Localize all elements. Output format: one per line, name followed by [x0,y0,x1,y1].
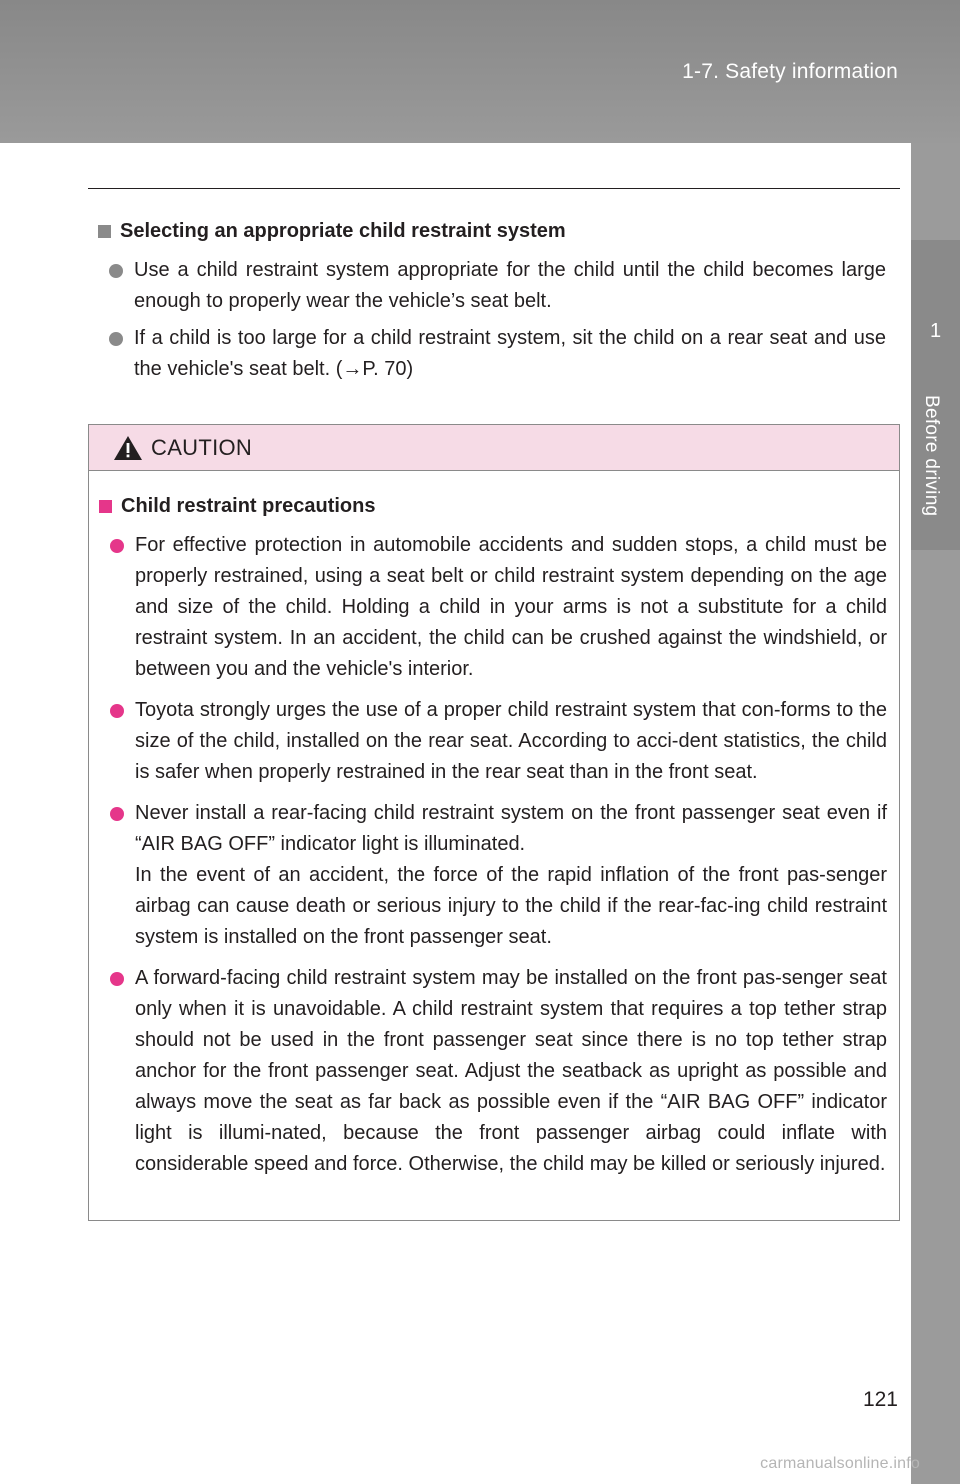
chapter-number: 1 [929,320,942,342]
list-item: A forward-facing child restraint system may be installed on the front pas-senger seat only when it is unavoidable. A child restraint system that requires a top tether strap should not be used in the front passenger seat since there is no top tether strap anchor for the front passenger seat. Adjust the seatback as upright as possible and always move the seat as far back as possible even if the “AIR BAG OFF” indicator light is illumi-nated, because the front passenger airbag could inflate with considerable speed and force. Otherwise, the child may be killed or seriously injured. [97,963,887,1180]
watermark: carmanualsonline.info [760,1455,920,1472]
circle-bullet-icon [110,704,124,718]
list-item: Use a child restraint system appropriate for the child until the child becomes large enough to properly wear the vehicle’s seat belt. [96,255,886,317]
circle-bullet-icon [109,264,123,278]
list-item: Toyota strongly urges the use of a proper child restraint system that con-forms to the size of the child, installed on the rear seat. According to acci-dent statistics, the child is safer when properly restrained in the rear seat than in the front seat. [97,695,887,788]
square-bullet-icon [99,500,112,513]
list-item: For effective protection in automobile accidents and sudden stops, a child must be properly restrained, using a seat belt or child restraint system depending on the age and size of the child. Holding a child in your arms is not a substitute for a child restraint system. In an accident, the child can be crushed against the windshield, or between you and the vehicle's interior. [97,530,887,685]
selecting-list [96,255,886,385]
circle-bullet-icon [110,539,124,553]
page-number: 121 [862,1388,898,1411]
caution-heading: Child restraint precautions [97,491,887,522]
warning-triangle-icon [113,435,143,461]
caution-header [89,425,899,471]
section-title: 1-7. Safety information [682,60,898,83]
caution-box [88,424,900,1221]
circle-bullet-icon [110,807,124,821]
square-bullet-icon [98,225,111,238]
divider-line [88,188,900,189]
caution-list [97,530,887,1180]
circle-bullet-icon [109,332,123,346]
list-item: If a child is too large for a child restraint system, sit the child on a rear seat and use the vehicle's seat belt. (→P. 70) [96,323,886,385]
list-item: Never install a rear-facing child restraint system on the front passenger seat even if “AIR BAG OFF” indicator light is illuminated. In the event of an accident, the force of the rapid inflation of the front pas-senger airbag can cause death or serious injury to the child if the rear-fac-ing child restraint system is installed on the front passenger seat. [97,798,887,953]
selecting-section [96,216,886,391]
caution-title: CAUTION [151,434,253,460]
caution-body [89,471,899,1180]
circle-bullet-icon [110,972,124,986]
list-item-continued: In the event of an accident, the force of the rapid inflation of the front pas-senger airbag can cause death or serious injury to the child if the rear-fac-ing child restraint system is installed on the front passenger seat. [135,864,887,948]
selecting-heading: Selecting an appropriate child restraint system [96,216,886,247]
chapter-label: Before driving [921,395,942,517]
